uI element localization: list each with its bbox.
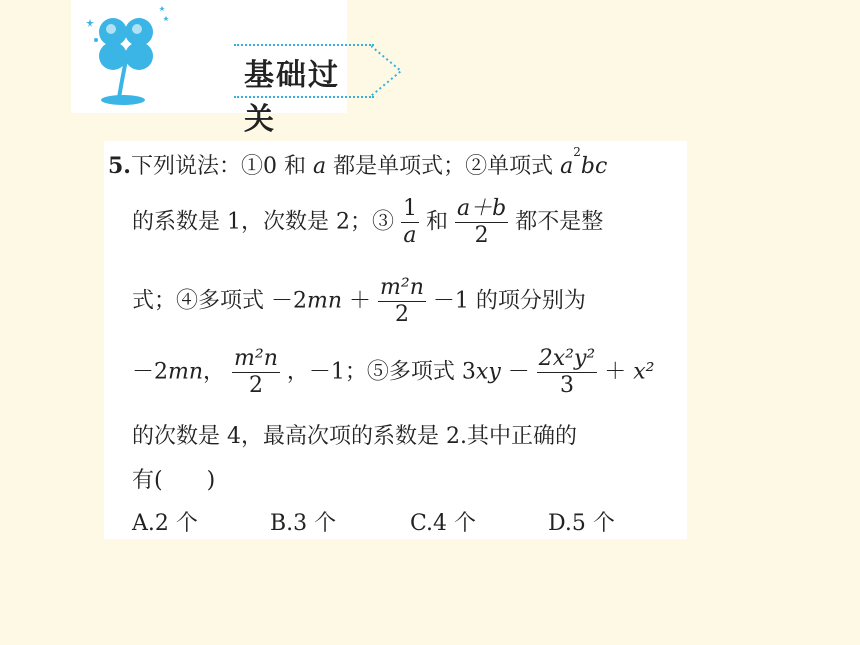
question-line-5: 的次数是 4，最高次项的系数是 2.其中正确的 xyxy=(132,424,577,449)
exponent: 2 xyxy=(573,145,581,159)
chevron-right-icon xyxy=(371,44,411,98)
section-header xyxy=(71,0,347,137)
var-mn: mn xyxy=(168,359,204,385)
question-line-1 xyxy=(108,145,608,180)
option-d[interactable]: D.5 个 xyxy=(548,511,615,536)
option-c[interactable]: C.4 个 xyxy=(410,511,477,536)
numerator: a＋b xyxy=(457,196,507,221)
operator: ＋ xyxy=(349,288,372,314)
text-segment: 下列说法：①0 和 xyxy=(130,154,306,179)
denominator: 2 xyxy=(394,302,409,327)
text-segment: ，－1；⑤多项式 3 xyxy=(286,359,476,385)
numerator: m²n xyxy=(234,346,278,371)
question-line-2 xyxy=(132,196,603,249)
var-a: a xyxy=(560,154,574,179)
text-segment: 都是单项式；②单项式 xyxy=(333,154,554,179)
denominator: 2 xyxy=(474,223,489,248)
question-line-3 xyxy=(132,275,586,328)
option-a[interactable]: A.2 个 xyxy=(132,511,198,536)
var-xy: xy xyxy=(475,359,501,385)
text-segment: －1 的项分别为 xyxy=(432,288,586,314)
option-b[interactable]: B.3 个 xyxy=(270,511,337,536)
var-bc: bc xyxy=(580,154,608,179)
denominator: 3 xyxy=(560,373,574,398)
var-mn: mn xyxy=(307,288,343,314)
denominator: 2 xyxy=(248,373,263,398)
text-segment: ， xyxy=(203,359,226,385)
fraction xyxy=(232,346,280,399)
question-line-4 xyxy=(132,346,655,399)
text-segment: －2 xyxy=(132,359,168,385)
question-line-6: 有( ) xyxy=(132,468,216,493)
var-x-squared: x² xyxy=(633,359,655,385)
fraction xyxy=(537,346,597,399)
var-a: a xyxy=(312,154,327,179)
fraction xyxy=(378,275,426,328)
fraction xyxy=(401,196,419,249)
text-segment: 和 xyxy=(425,209,448,235)
fraction xyxy=(455,196,508,249)
question-number: 5. xyxy=(108,153,131,179)
operator: － xyxy=(507,359,530,385)
text-segment: 式；④多项式 －2 xyxy=(132,288,307,314)
operator: ＋ xyxy=(604,359,627,385)
clover-icon xyxy=(71,0,181,113)
denominator: a xyxy=(403,223,417,248)
numerator: m²n xyxy=(380,275,424,300)
numerator: 1 xyxy=(402,196,417,221)
text-segment: 的系数是 1，次数是 2；③ xyxy=(132,209,394,235)
numerator: 2x²y² xyxy=(538,346,596,371)
text-segment: 都不是整 xyxy=(515,209,604,235)
page-title: 基础过关 xyxy=(244,58,340,137)
question-card xyxy=(104,141,687,539)
